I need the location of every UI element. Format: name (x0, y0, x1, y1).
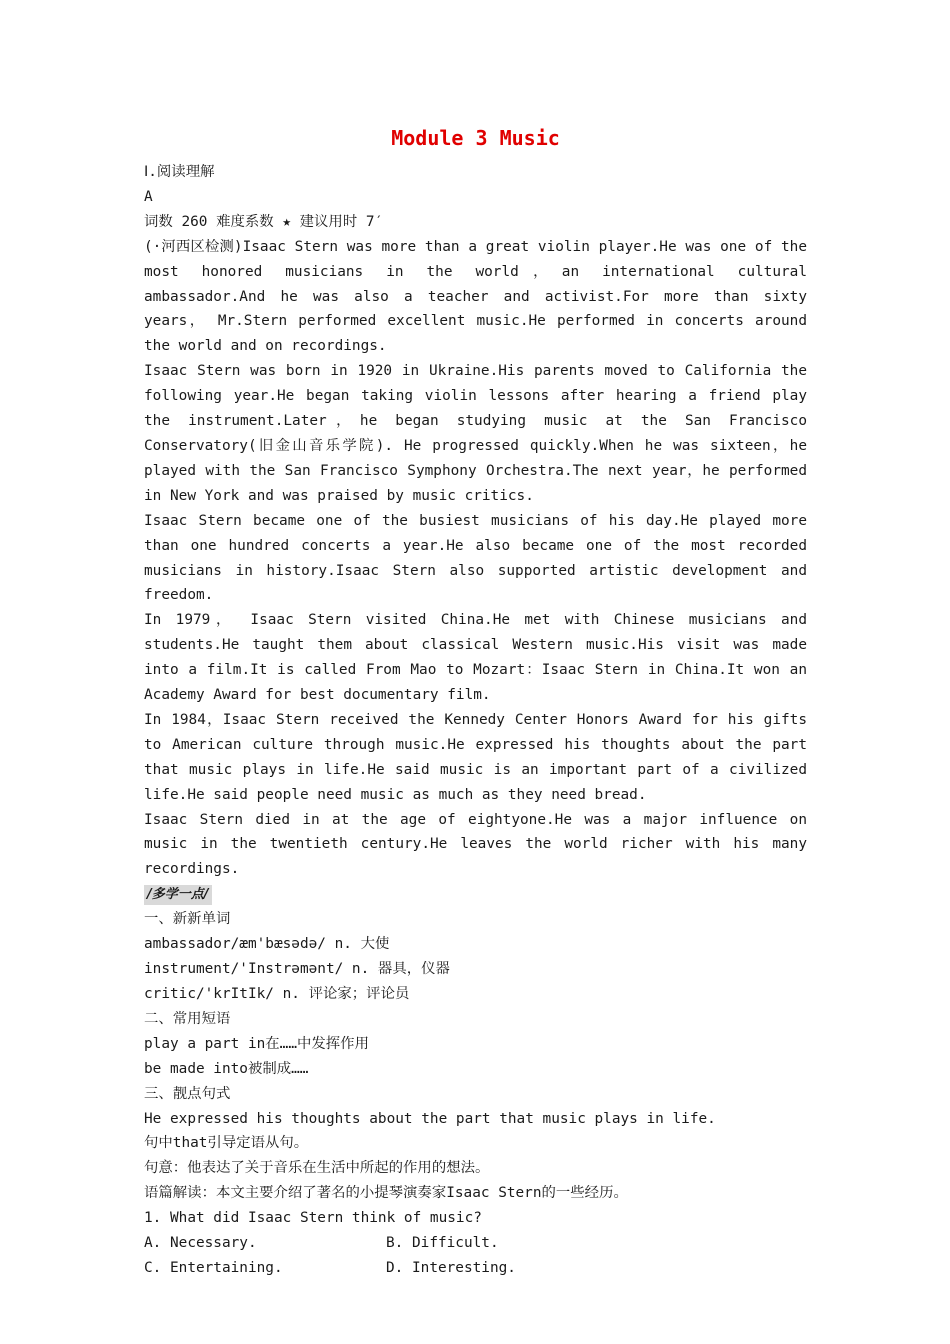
passage-paragraph: Isaac Stern was born in 1920 in Ukraine.His parents moved to California the following year.He began taking violin lessons after hearing a friend play the instrument.Later，he began studying music at the San Francisco Conservatory(旧金山音乐学院). He progressed quickly.When he was sixteen，he played with the San Francisco Symphony Orchestra.The next year，he performed in New York and was praised by music critics. (144, 363, 807, 504)
passage-paragraph: Isaac Stern became one of the busiest musicians of his day.He played more than one hundred concerts a year.He also became one of the most recorded musicians in history.Isaac Stern also supported artistic development and freedom. (144, 512, 807, 604)
option-c[interactable]: C. Entertaining. (144, 1259, 283, 1276)
learn-more-badge: /多学一点/ (144, 885, 212, 905)
options-row (144, 1231, 807, 1256)
vocab-item: instrument/'Instrəmənt/ n. 器具，仪器 (144, 961, 450, 978)
passage-paragraph: (·河西区检测)Isaac Stern was more than a great violin player.He was one of the most honored musicians in the world，an international cultural ambassador.And he was also a teacher and activist.For more than sixty years， Mr.Stern performed excellent music.He performed in concerts around the world and on recordings. (144, 238, 807, 355)
phrases-heading: 二、常用短语 (144, 1010, 231, 1027)
phrase-item: be made into被制成…… (144, 1060, 309, 1077)
question-stem: 1. What did Isaac Stern think of music? (144, 1210, 482, 1227)
passage-paragraph: In 1984，Isaac Stern received the Kennedy Center Honors Award for his gifts to American culture through music.He expressed his thoughts about the part that music plays in life.He said music is an important part of a civilized life.He said people need music as much as they need bread. (144, 711, 807, 803)
section-heading: Ⅰ.阅读理解 (144, 164, 215, 180)
part-label: A (144, 188, 153, 205)
sentence-heading: 三、靓点句式 (144, 1085, 231, 1102)
sentence-example: He expressed his thoughts about the part that music plays in life. (144, 1110, 716, 1127)
vocab-item: ambassador/æm'bæsədə/ n. 大使 (144, 936, 390, 953)
sentence-meaning: 句意：他表达了关于音乐在生活中所起的作用的想法。 (144, 1160, 490, 1177)
phrase-item: play a part in在……中发挥作用 (144, 1035, 369, 1052)
vocab-item: critic/'krItIk/ n. 评论家；评论员 (144, 986, 410, 1002)
passage-analysis: 语篇解读：本文主要介绍了著名的小提琴演奏家Isaac Stern的一些经历。 (144, 1185, 628, 1202)
passage-paragraph: Isaac Stern died in at the age of eightyone.He was a major influence on music in the twentieth century.He leaves the world richer with his many recordings. (144, 811, 807, 878)
document-page (144, 118, 807, 1281)
vocab-heading: 一、新新单词 (144, 911, 231, 928)
passage-paragraph: In 1979， Isaac Stern visited China.He met with Chinese musicians and students.He taught them about classical Western music.His visit was made into a film.It is called From Mao to Mozart：Isaac Stern in China.It won an Academy Award for best documentary film. (144, 612, 807, 704)
options-row (144, 1256, 807, 1281)
option-d[interactable]: D. Interesting. (386, 1259, 516, 1276)
passage-meta: 词数 260 难度系数 ★ 建议用时 7′ (144, 213, 384, 230)
sentence-note: 句中that引导定语从句。 (144, 1135, 309, 1152)
option-b[interactable]: B. Difficult. (386, 1235, 499, 1252)
page-title: Module 3 Music (391, 126, 560, 150)
option-a[interactable]: A. Necessary. (144, 1235, 257, 1252)
